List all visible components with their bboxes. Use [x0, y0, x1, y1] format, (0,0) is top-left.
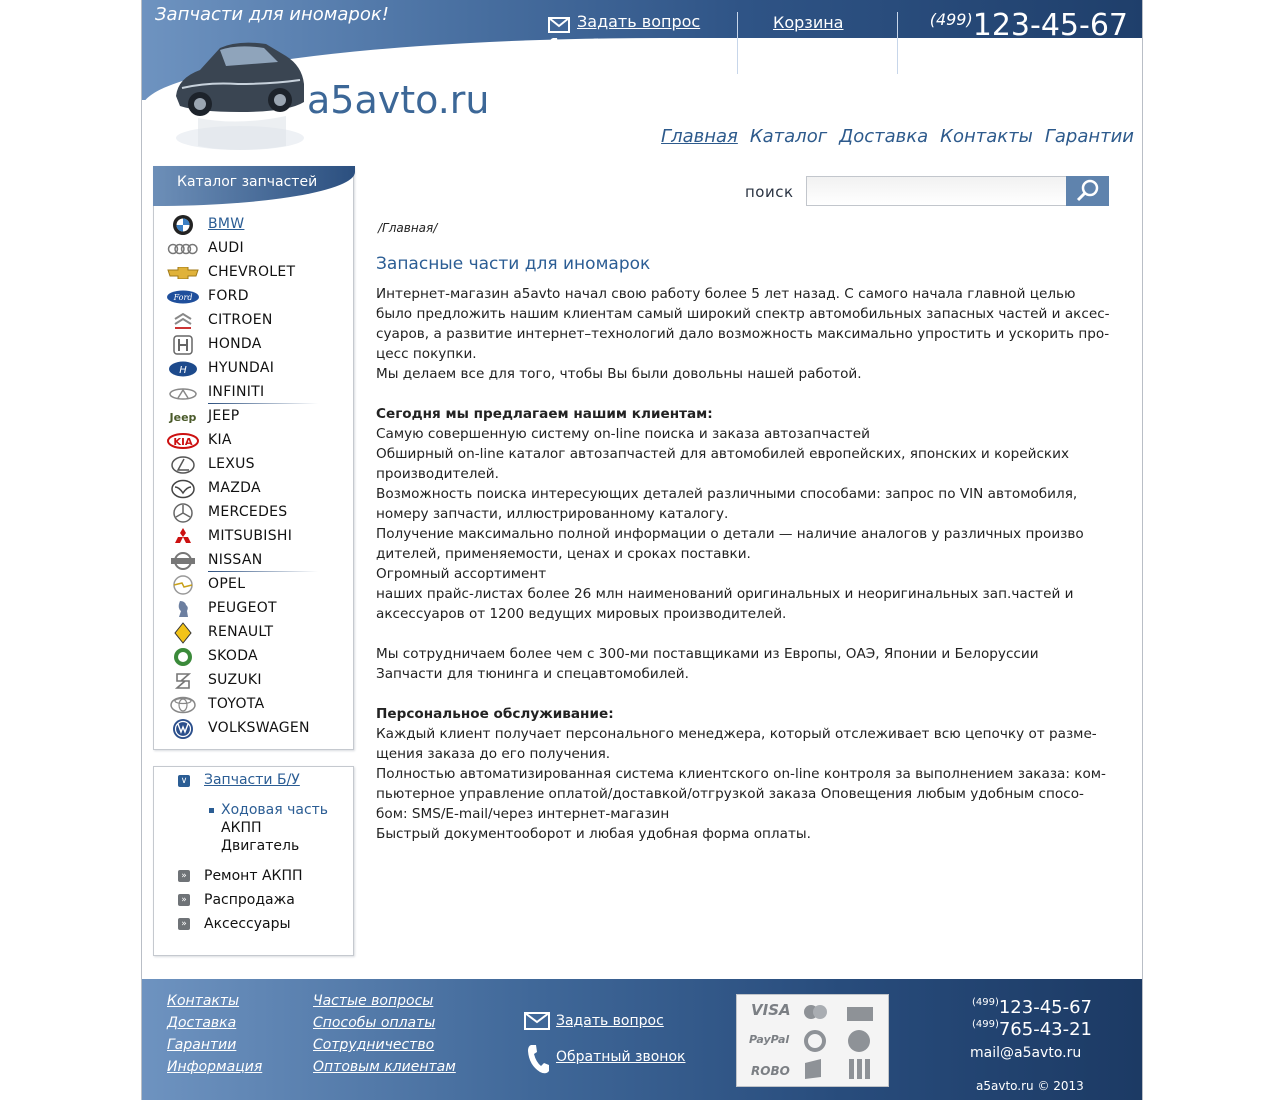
section-heading: Персональное обслуживание:: [376, 706, 614, 722]
footer-phone-1: [972, 997, 1092, 1018]
brand-item-renault[interactable]: [154, 621, 354, 645]
text-line: наших прайс-листах более 26 млн наименований оригинальных и неоригинальных зап.частей и: [376, 586, 1074, 602]
callback-link[interactable]: Обратный звонок: [577, 36, 725, 55]
citroen-logo-icon: [166, 312, 200, 330]
nav-catalog[interactable]: Каталог: [749, 126, 828, 147]
audi-logo-icon: [166, 240, 200, 258]
service-section: [376, 704, 1121, 844]
phone-number: 123-45-67: [998, 997, 1092, 1018]
bullet-icon: [209, 808, 214, 813]
search-input[interactable]: [806, 176, 1067, 206]
footer-cooperation-link[interactable]: Сотрудничество: [313, 1037, 435, 1053]
brand-item-hyundai[interactable]: [154, 357, 354, 381]
site-tagline: Запчасти для иномарок!: [155, 4, 389, 25]
brand-item-honda[interactable]: [154, 333, 354, 357]
renault-logo-icon: [166, 624, 200, 642]
kia-logo-icon: [166, 432, 200, 450]
payment-icons: [799, 1003, 833, 1083]
svg-text:Ford: Ford: [173, 293, 193, 302]
brand-item-nissan[interactable]: [154, 549, 354, 573]
footer-info-link[interactable]: Информация: [167, 1059, 263, 1075]
intro-paragraph: [376, 284, 1121, 384]
brand-item-toyota[interactable]: [154, 693, 354, 717]
phone-number: 765-43-21: [998, 1019, 1092, 1040]
text-line: цесс покупки.: [376, 346, 477, 362]
honda-logo-icon: [166, 336, 200, 354]
parts-catalog-panel: [153, 166, 354, 750]
text-line: Обширный on-line каталог автозапчастей для автомобилей европейских, японских и корейских: [376, 446, 1070, 462]
text-line: бом: SMS/E-mail/через интернет-магазин: [376, 806, 670, 822]
brand-item-jeep[interactable]: [154, 405, 354, 429]
brand-label: VOLKSWAGEN: [208, 720, 310, 736]
phone-code: (499): [929, 40, 973, 59]
robokassa-logo: ROBO: [751, 1064, 790, 1078]
visa-logo: VISA: [751, 1001, 791, 1019]
volkswagen-logo-icon: [166, 720, 200, 738]
brand-label: MERCEDES: [208, 504, 288, 520]
brand-item-citroen[interactable]: [154, 309, 354, 333]
search-icon: [1075, 178, 1101, 202]
text-line: было предложить нашим клиентам самый широкий спектр автомобильных запасных частей и аксес-: [376, 306, 1110, 322]
brand-item-ford[interactable]: [154, 285, 354, 309]
nav-home[interactable]: Главная: [661, 126, 738, 147]
used-sub-engine[interactable]: Двигатель: [221, 838, 300, 854]
nav-guarantees[interactable]: Гарантии: [1044, 126, 1134, 147]
jeep-logo-icon: [166, 408, 200, 426]
accessories-link[interactable]: Аксессуары: [204, 916, 291, 932]
text-line: щения заказа до его получения.: [376, 746, 611, 762]
infiniti-logo-icon: [166, 384, 200, 402]
footer-contacts-link[interactable]: Контакты: [167, 993, 240, 1009]
footer-callback-link[interactable]: Обратный звонок: [556, 1049, 686, 1065]
footer-guarantees-link[interactable]: Гарантии: [167, 1037, 237, 1053]
brand-label: KIA: [208, 432, 232, 448]
paypal-logo: PayPal: [749, 1033, 790, 1046]
header: [142, 0, 1142, 160]
text-line: Полностью автоматизированная система клиентского on-line контроля за выполнением заказа: ком-: [376, 766, 1106, 782]
sale-link[interactable]: Распродажа: [204, 892, 295, 908]
page-title: Запасные части для иномарок: [376, 254, 651, 274]
brand-label: RENAULT: [208, 624, 274, 640]
chevrolet-logo-icon: [166, 264, 200, 282]
brand-item-chevrolet[interactable]: [154, 261, 354, 285]
cart-link[interactable]: Корзина: [773, 13, 844, 32]
chevron-right-icon: »: [178, 918, 190, 930]
nav-contacts[interactable]: Контакты: [940, 126, 1033, 147]
text-line: Интернет-магазин a5avto начал свою работу более 5 лет назад. С самого начала главной целью: [376, 286, 1076, 302]
brand-item-audi[interactable]: [154, 237, 354, 261]
transmission-repair-link[interactable]: Ремонт АКПП: [204, 868, 303, 884]
chevron-right-icon: »: [178, 894, 190, 906]
section-heading: Сегодня мы предлагаем нашим клиентам:: [376, 406, 713, 422]
payment-methods: [736, 994, 889, 1087]
envelope-icon: [548, 14, 570, 36]
opel-logo-icon: [166, 576, 200, 594]
main-content: [376, 284, 1121, 844]
text-line: Возможность поиска интересующих деталей различными способами: запрос по VIN автомобиля,: [376, 486, 1078, 502]
brand-item-skoda[interactable]: [154, 645, 354, 669]
spacer: [376, 684, 1121, 704]
spacer: [376, 624, 1121, 644]
main-nav: [661, 126, 1134, 147]
brand-label: AUDI: [208, 240, 244, 256]
brand-list: [154, 213, 354, 741]
brand-label: PEUGEOT: [208, 600, 277, 616]
brand-item-suzuki[interactable]: [154, 669, 354, 693]
brand-item-volkswagen[interactable]: [154, 717, 354, 741]
svg-text:KIA: KIA: [173, 437, 193, 448]
svg-text:Jeep: Jeep: [169, 411, 197, 424]
footer-phone-2: [972, 1019, 1092, 1040]
search-button[interactable]: [1066, 176, 1109, 206]
footer-wholesale-link[interactable]: Оптовым клиентам: [313, 1059, 456, 1075]
chevron-right-icon: »: [178, 870, 190, 882]
my-orders-link[interactable]: Мои Заказы: [773, 37, 873, 56]
phone-code: (499): [971, 997, 999, 1008]
text-line: Мы делаем все для того, чтобы Вы были довольны нашей работой.: [376, 366, 862, 382]
used-parts-panel: [153, 766, 354, 956]
text-line: Получение максимально полной информации о детали — наличие аналогов у различных произво: [376, 526, 1084, 542]
phone-code: (499): [971, 1019, 999, 1030]
brand-item-kia[interactable]: [154, 429, 354, 453]
svg-text:H: H: [179, 365, 187, 376]
brand-item-peugeot[interactable]: [154, 597, 354, 621]
hyundai-logo-icon: [166, 360, 200, 378]
used-parts-link[interactable]: Запчасти Б/У: [204, 772, 300, 788]
car-logo-image[interactable]: [168, 26, 308, 154]
phone-number: 765-43-21: [972, 38, 1128, 73]
brand-label: TOYOTA: [208, 696, 265, 712]
text-line: аксессуаров от 1200 ведущих мировых производителей.: [376, 606, 787, 622]
phone-icon: [548, 36, 570, 58]
text-line: Каждый клиент получает персонального менеджера, который отслеживает всю цепочку от разме-: [376, 726, 1097, 742]
brand-label: CHEVROLET: [208, 264, 296, 280]
catalog-title: Каталог запчастей: [153, 166, 355, 206]
toyota-logo-icon: [166, 696, 200, 714]
footer: [142, 979, 1142, 1100]
brand-label: NISSAN: [208, 552, 263, 568]
brand-item-infiniti[interactable]: [154, 381, 354, 405]
footer-ask-question-link[interactable]: Задать вопрос: [556, 1013, 664, 1029]
text-line: номеру запчасти, иллюстрированному каталогу.: [376, 506, 729, 522]
footer-delivery-link[interactable]: Доставка: [167, 1015, 237, 1031]
brand-label: LEXUS: [208, 456, 255, 472]
brand-item-opel[interactable]: [154, 573, 354, 597]
phone-code: (499): [929, 10, 973, 29]
offer-section: [376, 404, 1121, 624]
skoda-logo-icon: [166, 648, 200, 666]
brand-label: SUZUKI: [208, 672, 262, 688]
brand-label: FORD: [208, 288, 249, 304]
header-divider: [737, 12, 738, 74]
bmw-logo-icon: [166, 216, 200, 234]
spacer: [376, 384, 1121, 404]
phone-number: 123-45-67: [972, 8, 1128, 43]
brand-label: MITSUBISHI: [208, 528, 293, 544]
header-phone-2: [930, 38, 1128, 73]
text-line: Запчасти для тюнинга и спецавтомобилей.: [376, 666, 689, 682]
mitsubishi-logo-icon: [166, 528, 200, 546]
brand-label: OPEL: [208, 576, 246, 592]
footer-copyright: a5avto.ru © 2013: [976, 1079, 1084, 1093]
used-sub-chassis[interactable]: Ходовая часть: [221, 802, 329, 818]
footer-email[interactable]: mail@a5avto.ru: [970, 1045, 1082, 1061]
brand-item-mercedes[interactable]: [154, 501, 354, 525]
text-line: Мы сотрудничаем более чем с 300-ми поставщиками из Европы, ОАЭ, Японии и Белоруссии: [376, 646, 1039, 662]
ask-question-link[interactable]: Задать вопрос: [577, 12, 701, 31]
text-line: пьютерное управление оплатой/доставкой/отгрузкой заказа Оповещения любым удобным спосо-: [376, 786, 1084, 802]
page: [141, 0, 1143, 1100]
search-label: поиск: [745, 183, 794, 201]
brand-label: JEEP: [208, 408, 240, 424]
footer-payment-link[interactable]: Способы оплаты: [313, 1015, 436, 1031]
brand-label: HYUNDAI: [208, 360, 275, 376]
footer-faq-link[interactable]: Частые вопросы: [313, 993, 434, 1009]
breadcrumb[interactable]: /Главная/: [378, 221, 438, 235]
brand-label: HONDA: [208, 336, 262, 352]
phone-icon: [526, 1043, 550, 1077]
lexus-logo-icon: [166, 456, 200, 474]
ford-logo-icon: [166, 288, 200, 306]
text-line: суаров, а развитие интернет–технологий дало возможность максимально упростить и ускорить про-: [376, 326, 1110, 342]
chevron-down-icon: ∨: [178, 775, 190, 787]
peugeot-logo-icon: [166, 600, 200, 618]
suzuki-logo-icon: [166, 672, 200, 690]
nissan-logo-icon: [166, 552, 200, 570]
envelope-icon: [524, 1011, 550, 1031]
mercedes-logo-icon: [166, 504, 200, 522]
brand-label: MAZDA: [208, 480, 261, 496]
mazda-logo-icon: [166, 480, 200, 498]
text-line: дителей, применяемости, ценах и сроках поставки.: [376, 546, 751, 562]
text-line: Огромный ассортимент: [376, 566, 547, 582]
brand-label: BMW: [208, 216, 245, 232]
brand-item-lexus[interactable]: [154, 453, 354, 477]
header-divider: [897, 12, 898, 74]
partners-section: [376, 644, 1121, 684]
brand-label: SKODA: [208, 648, 258, 664]
divider: [208, 571, 318, 572]
brand-item-mazda[interactable]: [154, 477, 354, 501]
brand-label: INFINITI: [208, 384, 265, 400]
divider: [208, 403, 318, 404]
brand-item-mitsubishi[interactable]: [154, 525, 354, 549]
nav-delivery[interactable]: Доставка: [839, 126, 929, 147]
site-logo-text[interactable]: a5avto.ru: [307, 78, 490, 122]
text-line: производителей.: [376, 466, 499, 482]
used-sub-transmission[interactable]: АКПП: [221, 820, 262, 836]
text-line: Быстрый документооборот и любая удобная форма оплаты.: [376, 826, 811, 842]
brand-item-bmw[interactable]: [154, 213, 354, 237]
payment-icons: [843, 1003, 877, 1083]
text-line: Самую совершенную систему on-line поиска и заказа автозапчастей: [376, 426, 870, 442]
brand-label: CITROEN: [208, 312, 273, 328]
